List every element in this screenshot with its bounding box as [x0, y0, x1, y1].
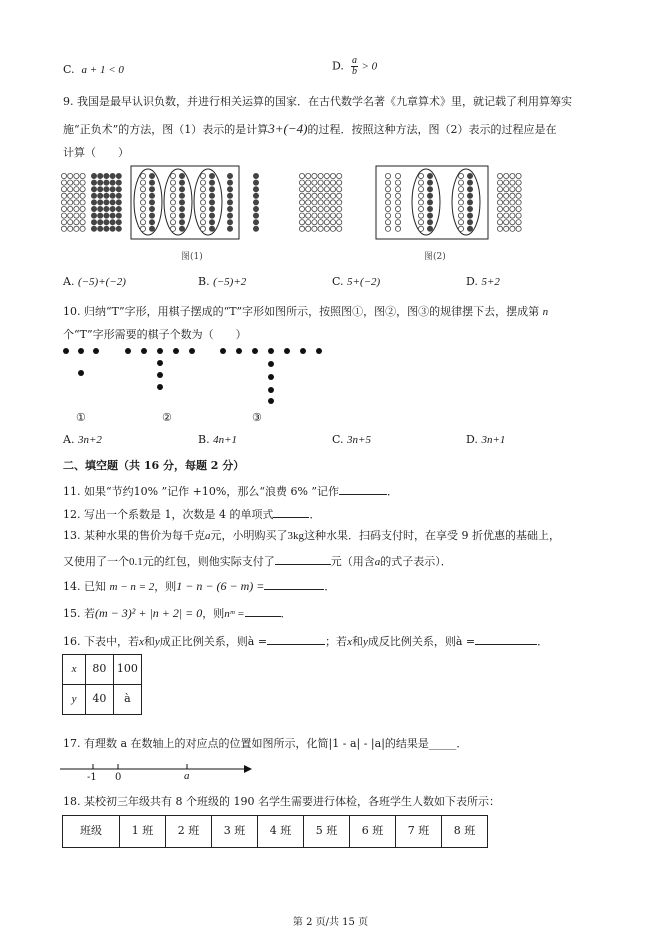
table-cell: 40	[86, 685, 114, 715]
tick-label-0: 0	[115, 772, 122, 783]
chess-piece	[157, 360, 163, 366]
chess-piece	[78, 370, 84, 376]
q9-option-d: D. 5+2	[466, 275, 500, 288]
chess-piece	[125, 348, 131, 354]
q9-option-b: B. (−5)+2	[198, 275, 247, 288]
chess-piece	[268, 387, 274, 393]
answer-blank[interactable]	[339, 483, 387, 495]
q9-fig1-caption: 图(1)	[181, 252, 203, 262]
q9-fig2-caption: 图(2)	[424, 252, 446, 262]
fraction-a-over-b: $\frac{a}{b}$	[351, 55, 357, 77]
table-cell: 80	[86, 655, 114, 685]
q10-line2: 个“T”字形需要的棋子个数为（ ）	[63, 328, 247, 341]
table-header-cell: 1 班	[120, 816, 166, 848]
q18-table	[62, 815, 488, 848]
q10-line1: 10. 归纳“T”字形，用棋子摆成的“T”字形如图所示，按照图①，图②，图③的规律摆下去，摆成第 n	[63, 305, 549, 318]
q16-table	[62, 654, 142, 715]
answer-blank[interactable]	[267, 633, 325, 645]
table-header-cell: 2 班	[166, 816, 212, 848]
chess-piece	[220, 348, 226, 354]
answer-blank[interactable]	[275, 553, 331, 565]
chess-piece	[268, 348, 274, 354]
chess-piece	[157, 348, 163, 354]
q9-option-c: C. 5+(−2)	[332, 275, 381, 288]
answer-blank[interactable]	[245, 605, 281, 617]
table-header-cell: 4 班	[258, 816, 304, 848]
point-label-a: a	[184, 770, 190, 782]
q8-option-d: D. $\frac{a}{b}$ > 0	[332, 55, 378, 77]
q8-option-c: C. a + 1 < 0	[63, 63, 124, 76]
table-cell: à	[113, 685, 141, 715]
q15: 15. 若(m − 3)² + |n + 2| = 0，则nᵐ = ．	[63, 606, 292, 620]
chess-piece	[268, 398, 274, 404]
q14: 14. 已知 m − n = 2，则1 − n − (6 − m) = ．	[63, 579, 336, 593]
chess-piece	[157, 372, 163, 378]
q10-option-a: A. 3n+2	[63, 433, 102, 446]
chess-piece	[268, 361, 274, 367]
q13-line2: 又使用了一个0.1元的红包，则他实际支付了 元（用含a的式子表示）．	[63, 555, 452, 568]
q17: 17. 有理数 a 在数轴上的对应点的位置如图所示，化简|1 - a| - |a|的结果是_____．	[63, 737, 468, 750]
q10-option-c: C. 3n+5	[332, 433, 371, 446]
q10-caption-1: ①	[76, 411, 86, 424]
q18: 18. 某校初三年级共有 8 个班级的 190 名学生需要进行体检，各班学生人数如下表所示：	[63, 795, 500, 808]
table-header-cell: 6 班	[350, 816, 396, 848]
table-cell: y	[63, 685, 86, 715]
q16: 16. 下表中，若x和y成正比例关系，则à = ；若x和y成反比例关系，则à = ．	[63, 635, 549, 648]
table-header-cell: 8 班	[442, 816, 488, 848]
q10-caption-2: ②	[162, 411, 172, 424]
chess-piece	[300, 348, 306, 354]
answer-blank[interactable]	[475, 633, 537, 645]
chess-piece	[252, 348, 258, 354]
q10-option-d: D. 3n+1	[466, 433, 506, 446]
q9-option-a: A. (−5)+(−2)	[63, 275, 126, 288]
table-header-cell: 7 班	[396, 816, 442, 848]
table-header-cell: 3 班	[212, 816, 258, 848]
section-heading: 二、填空题（共 16 分，每题 2 分）	[63, 459, 245, 472]
chess-piece	[173, 348, 179, 354]
q10-t-shape-figures	[0, 0, 661, 420]
chess-piece	[268, 374, 274, 380]
answer-blank[interactable]	[264, 578, 324, 590]
q9-line1: 9. 我国是最早认识负数，并进行相关运算的国家．在古代数学名著《九章算术》里，就记载了利用算筹实	[63, 95, 572, 108]
tick-label-neg1: -1	[87, 772, 97, 783]
q11: 11. 如果“节约10% ”记作 +10%，那么“浪费 6% ”记作 ．	[63, 485, 399, 498]
chess-piece	[236, 348, 242, 354]
table-header-cell: 班级	[63, 816, 120, 848]
chess-piece	[93, 348, 99, 354]
answer-blank[interactable]	[273, 506, 309, 518]
page-footer: 第 2 页/共 15 页	[292, 917, 369, 928]
q9-line3: 计算（ ）	[63, 146, 129, 159]
chess-piece	[157, 384, 163, 390]
q10-caption-3: ③	[252, 411, 262, 424]
chess-piece	[284, 348, 290, 354]
chess-piece	[78, 348, 84, 354]
chess-piece	[63, 348, 69, 354]
q13-line1: 13. 某种水果的售价为每千克a元，小明购买了3kg这种水果．扫码支付时，在享受 9 折优惠的基础上，	[63, 529, 560, 542]
table-header-cell: 5 班	[304, 816, 350, 848]
chess-piece	[189, 348, 195, 354]
chess-piece	[316, 348, 322, 354]
arrow-icon	[244, 765, 252, 773]
q12: 12. 写出一个系数是 1，次数是 4 的单项式 ．	[63, 508, 321, 521]
chess-piece	[141, 348, 147, 354]
q10-option-b: B. 4n+1	[198, 433, 238, 446]
table-cell: x	[63, 655, 86, 685]
q9-line2: 施“正负术”的方法，图（1）表示的是计算3+(−4)的过程．按照这种方法，图（2）表示的过程应是在	[63, 121, 557, 136]
table-cell: 100	[113, 655, 141, 685]
